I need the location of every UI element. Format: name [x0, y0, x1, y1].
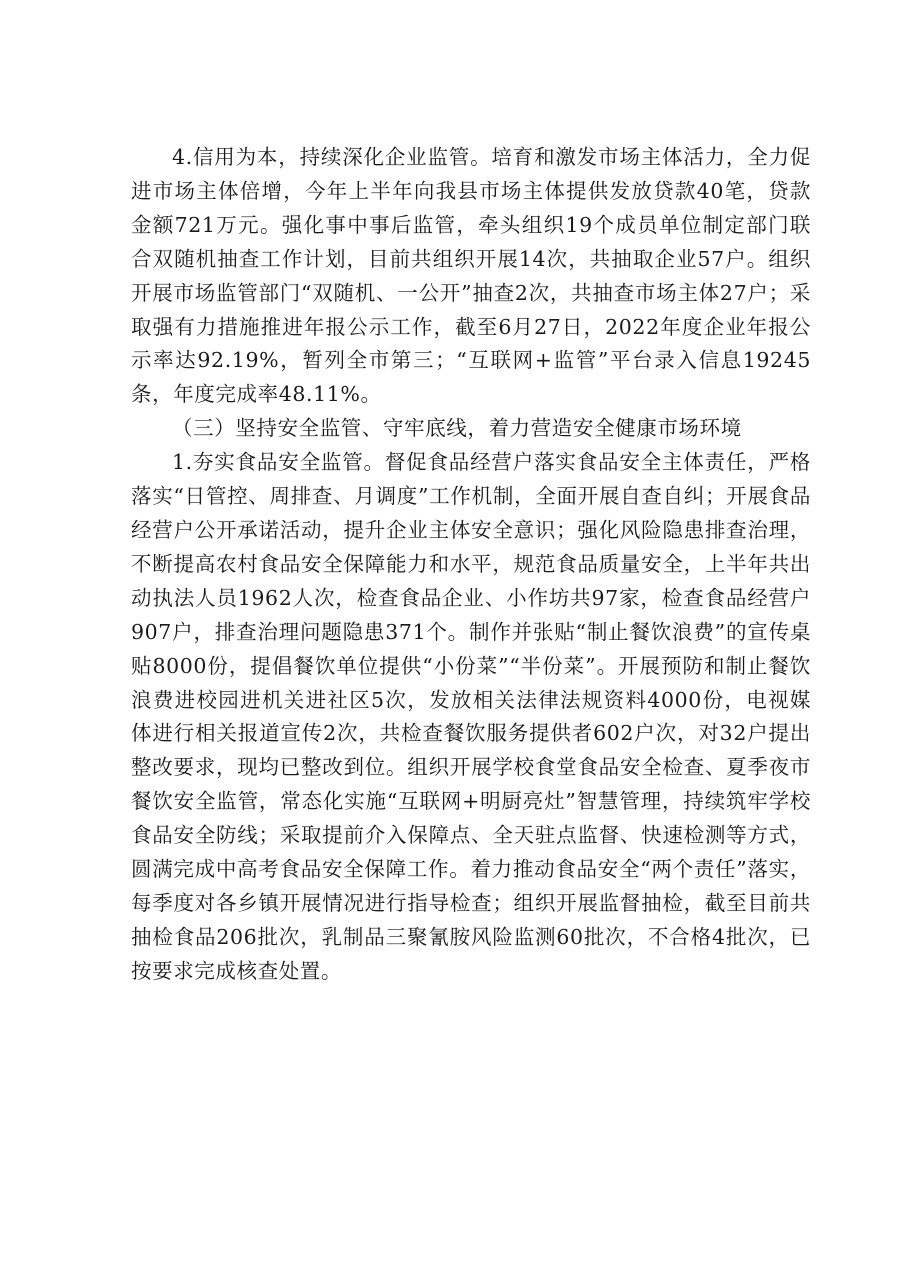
section-heading-safety-supervision: （三）坚持安全监管、守牢底线，着力营造安全健康市场环境: [172, 416, 742, 441]
paragraph-credit-supervision: 4.信用为本，持续深化企业监管。培育和激发市场主体活力，全力促进市场主体倍增，今年上半年向我县市场主体提供发放贷款40笔，贷款金额721万元。强化事中事后监管，牵头组织19个成员单位制定部门联合双随机抽查工作计划，目前共组织开展14次，共抽取企业57户。组织开展市场监管部门“双随机、一公开”抽查2次，共抽查市场主体27户；采取强有力措施推进年报公示工作，截至6月27日，2022年度企业年报公示率达92.19%，暂列全市第三；“互联网+监管”平台录入信息19245条，年度完成率48.11%。: [131, 145, 811, 407]
document-body: [131, 141, 811, 989]
paragraph-food-safety: 1.夯实食品安全监管。督促食品经营户落实食品安全主体责任，严格落实“日管控、周排查、月调度”工作机制，全面开展自查自纠；开展食品经营户公开承诺活动，提升企业主体安全意识；强化风险隐患排查治理，不断提高农村食品安全保障能力和水平，规范食品质量安全，上半年共出动执法人员1962人次，检查食品企业、小作坊共97家，检查食品经营户907户，排查治理问题隐患371个。制作并张贴“制止餐饮浪费”的宣传桌贴8000份，提倡餐饮单位提供“小份菜”“半份菜”。开展预防和制止餐饮浪费进校园进机关进社区5次，发放相关法律法规资料4000份，电视媒体进行相关报道宣传2次，共检查餐饮服务提供者602户次，对32户提出整改要求，现均已整改到位。组织开展学校食堂食品安全检查、夏季夜市餐饮安全监管，常态化实施“互联网+明厨亮灶”智慧管理，持续筑牢学校食品安全防线；采取提前介入保障点、全天驻点监督、快速检测等方式，圆满完成中高考食品安全保障工作。着力推动食品安全“两个责任”落实，每季度对各乡镇开展情况进行指导检查；组织开展监督抽检，截至目前共抽检食品206批次，乳制品三聚氰胺风险监测60批次，不合格4批次，已按要求完成核查处置。: [131, 450, 811, 983]
